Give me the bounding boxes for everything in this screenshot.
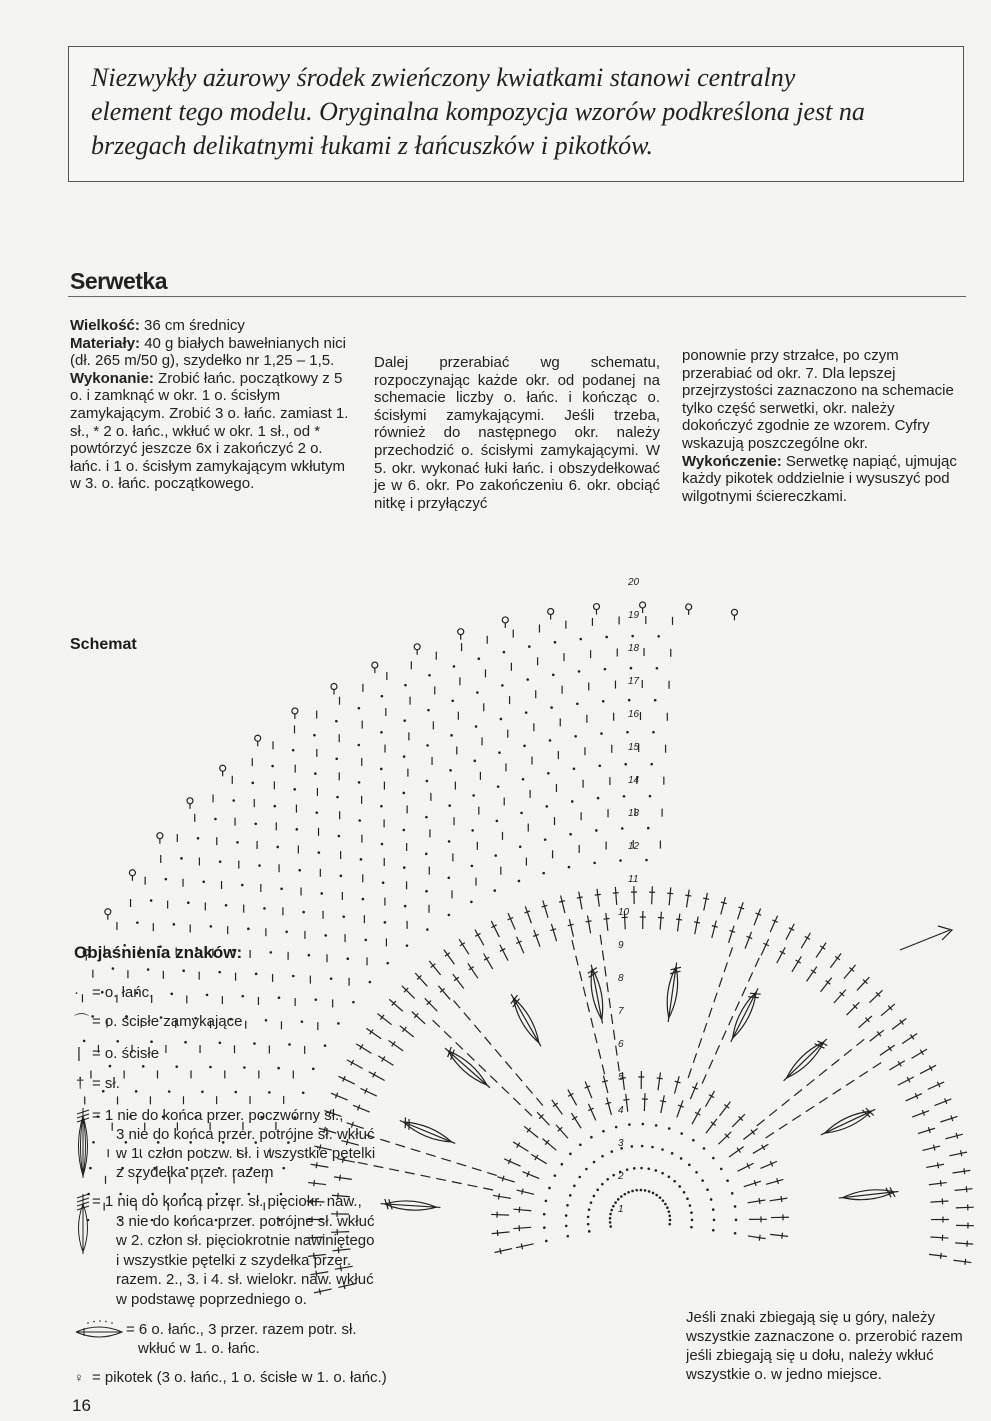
materials-text: 40 g białych bawełnianych nici (dł. 265 m/50 g), szydełko nr 1,25 – 1,5. (70, 334, 346, 370)
round-number: 5 (618, 1072, 624, 1083)
title-divider (68, 296, 966, 297)
picot-icon: ♀ (74, 1370, 84, 1385)
continue-text: Dalej przerabiać wg schematu, rozpoczynając każde okr. od podanej na schemacie liczby o. łańc. i kończąc o. ścisłymi zamykającymi. Jeśli trzeba, również do następnego okr. należy przechodzić o. ścisłymi zamykającymi. W 5. okr. wykonać łuki łańc. i obszydełkować je w 6. okr. Po zakończeniu 6. okr. obciąć nitkę i przyłączyć (374, 354, 660, 512)
cluster-four-icon (74, 1106, 92, 1180)
round-number: 8 (618, 973, 624, 984)
work-label: Wykonanie: (70, 369, 154, 387)
round-number: 10 (618, 907, 630, 918)
arc-icon: ⌒ (74, 1013, 90, 1030)
intro-line: element tego modelu. Oryginalna kompozycja wzorów podkreślona jest na (91, 97, 865, 126)
cluster-five-icon (74, 1192, 92, 1256)
instructions-column-2 (374, 354, 660, 512)
finish-text: Serwetkę napiąć, ujmując każdy pikotek oddzielnie i wysuszyć pod wilgotnymi ściereczkami. (682, 452, 957, 505)
round-number: 11 (628, 874, 639, 885)
double-crochet-icon: † (76, 1075, 85, 1092)
round-number: 19 (628, 610, 640, 621)
schemat-label: Schemat (70, 636, 137, 653)
intro-text (91, 61, 951, 163)
legend-item-cluster-four: = 1 nie do końca przer. poczwórny sł., 3 nie do końca przer. potrójne sł. wkłuć w 1. człon poczw. sł. i wszystkie pętelki z szydełka przer. razem (74, 1106, 404, 1186)
round-number: 2 (618, 1171, 624, 1182)
finish-label: Wykończenie: (682, 452, 782, 470)
round-number: 13 (628, 808, 640, 819)
legend-title: Objaśnienia znaków: (74, 943, 243, 962)
round-number: 15 (628, 742, 640, 753)
legend-item-sideways-cluster: = 6 o. łańc., 3 przer. razem potr. sł. wkłuć w 1. o. łańc. (74, 1320, 414, 1360)
round-number: 7 (618, 1006, 624, 1017)
instructions-column-1 (70, 317, 352, 493)
round-number: 12 (628, 841, 640, 852)
footnote: Jeśli znaki zbiegają się u góry, należy wszystkie zaznaczone o. przerobić razem jeśli zbiegają się u dołu, należy wkłuć wszystkie o. w jedno miejsce. (686, 1309, 963, 1383)
round-number: 9 (618, 940, 624, 951)
page-number: 16 (72, 1396, 91, 1415)
work-text: Zrobić łańc. początkowy z 5 o. i zamknąć w okr. 1 o. ścisłym zamykającym. Zrobić 3 o. łańc. zamiast 1. sł., * 2 o. łańc., wkłuć w okr. 1 sł., od * powtórzyć jeszcze 6x i zakończyć 2 o. łańc. i 1 o. ścisłym zamykającym wkłutym w 3. o. łańc. początkowego. (70, 369, 349, 493)
intro-box (68, 46, 964, 182)
instructions-column-3 (682, 347, 968, 505)
round-number: 3 (618, 1138, 624, 1149)
round-number: 6 (618, 1039, 624, 1050)
section-title: Serwetka (70, 268, 168, 294)
round-number: 16 (628, 709, 640, 720)
round-number: 17 (628, 676, 640, 687)
round-number: 14 (628, 775, 640, 786)
round-number: 1 (618, 1204, 624, 1215)
materials-label: Materiały: (70, 334, 141, 352)
round-number: 20 (628, 577, 640, 588)
dot-icon: · (74, 984, 79, 1001)
round-number: 18 (628, 643, 640, 654)
round-number: 4 (618, 1105, 624, 1116)
intro-line: Niezwykły ażurowy środek zwieńczony kwiatkami stanowi centralny (91, 63, 796, 92)
bar-icon: | (77, 1045, 81, 1062)
legend-item-cluster-five: = 1 nie do końca przer. sł. pięciokr. naw., 3 nie do końca przer. potrójne sł. wkłuć w 2. człon sł. pięciokrotnie nawiniętego i wszystkie pętelki z szydełka przer. razem. 2., 3. i 4. sł. wielokr. naw. wkłuć w podstawę poprzedniego o. (74, 1192, 414, 1310)
size-text: 36 cm średnicy (139, 317, 245, 334)
intro-line: brzegach delikatnymi łukami z łańcuszków i pikotków. (91, 131, 654, 160)
sideways-cluster-icon (74, 1320, 124, 1344)
continue-text-2: ponownie przy strzałce, po czym przerabiać od okr. 7. Dla lepszej przejrzystości zaznaczono na schemacie tylko część serwetki, okr. należy dokończyć zgodnie ze wzorem. Cyfry wskazują poszczególne okr. (682, 347, 954, 452)
size-label: Wielkość: (70, 317, 140, 334)
